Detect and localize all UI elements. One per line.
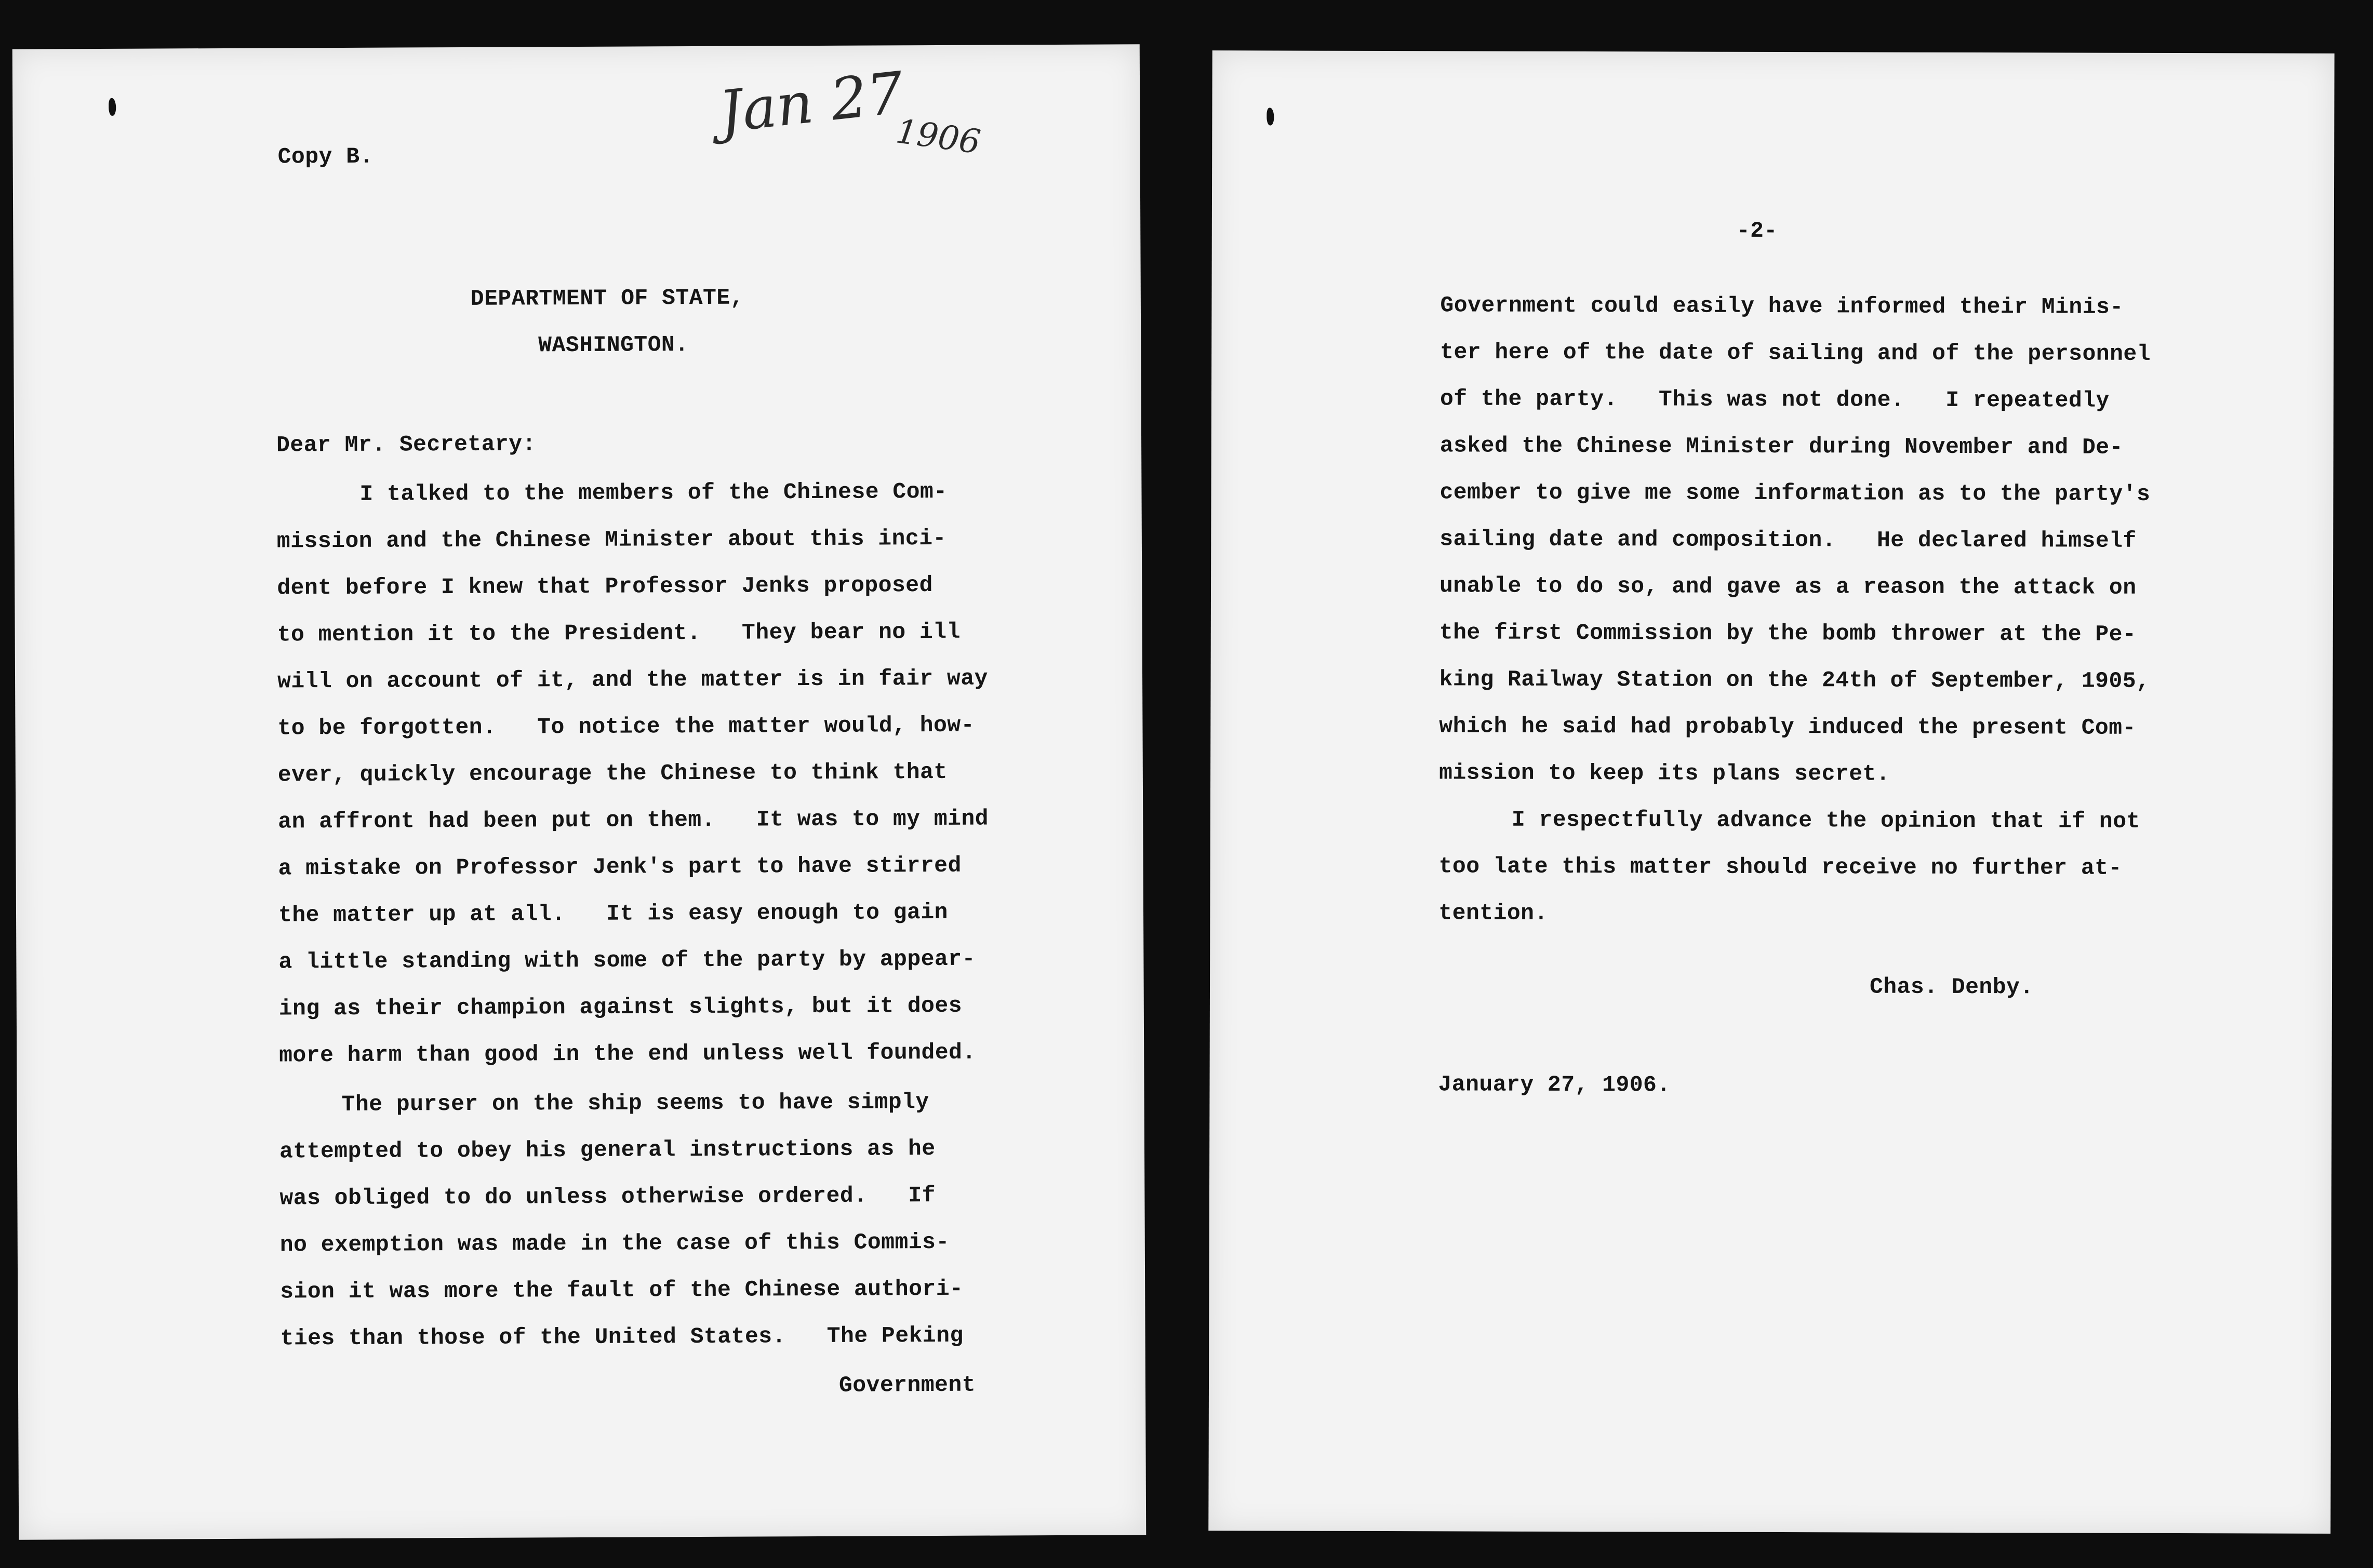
body-line: ever, quickly encourage the Chinese to think that	[277, 759, 948, 788]
body-line: mission to keep its plans secret.	[1439, 760, 1890, 787]
copy-label: Copy B.	[277, 143, 374, 170]
body-line: sion it was more the fault of the Chinese authori-	[280, 1276, 964, 1305]
body-line: will on account of it, and the matter is in fair way	[277, 665, 988, 694]
body-line: more harm than good in the end unless well founded.	[279, 1039, 976, 1068]
letterhead-city: WASHINGTON.	[538, 332, 689, 358]
body-line: unable to do so, and gave as a reason the attack on	[1439, 573, 2137, 600]
body-line: of the party. This was not done. I repeatedly	[1439, 386, 2110, 413]
body-line: sailing date and composition. He declared himself	[1439, 526, 2137, 554]
body-line: asked the Chinese Minister during November and De-	[1439, 433, 2124, 460]
body-line: the matter up at all. It is easy enough to gain	[278, 899, 949, 928]
body-line: to mention it to the President. They bear no ill	[277, 619, 961, 648]
body-line: king Railway Station on the 24th of September, 1905,	[1439, 666, 2150, 694]
body-line: ing as their champion against slights, but it does	[278, 993, 963, 1022]
body-line: which he said had probably induced the present Com-	[1439, 713, 2136, 741]
body-line: a mistake on Professor Jenk's part to have stirred	[278, 852, 962, 881]
handwritten-year: 1906	[894, 112, 983, 162]
catchword: Government	[838, 1372, 976, 1398]
signature: Chas. Denby.	[1869, 974, 2034, 1000]
letter-page-2	[1208, 50, 2334, 1534]
letterhead-department: DEPARTMENT OF STATE,	[470, 285, 744, 312]
body-line: was obliged to do unless otherwise ordered. If	[279, 1183, 936, 1211]
body-line: cember to give me some information as to the party's	[1439, 479, 2151, 507]
punch-mark	[109, 98, 116, 116]
body-line: attempted to obey his general instructions as he	[279, 1136, 936, 1164]
body-line: ties than those of the United States. The Peking	[280, 1322, 964, 1351]
body-line: a little standing with some of the party by appear-	[278, 946, 976, 975]
body-line: no exemption was made in the case of this Commis-	[279, 1229, 950, 1258]
salutation: Dear Mr. Secretary:	[276, 431, 536, 458]
body-line: too late this matter should receive no further at-	[1438, 853, 2122, 881]
body-line: an affront had been put on them. It was to my mind	[278, 806, 989, 835]
body-line: to be forgotten. To notice the matter would, how-	[277, 712, 975, 741]
body-line: I talked to the members of the Chinese Com-	[359, 478, 948, 507]
handwritten-date: Jan 27	[716, 59, 907, 146]
body-line: The purser on the ship seems to have simply	[341, 1089, 929, 1118]
body-line: tention.	[1438, 900, 1548, 926]
letter-page-1	[12, 44, 1146, 1539]
letter-date: January 27, 1906.	[1438, 1071, 1671, 1098]
body-line: dent before I knew that Professor Jenks proposed	[277, 572, 933, 601]
body-line: Government could easily have informed their Minis-	[1440, 292, 2124, 320]
body-line: ter here of the date of sailing and of the personnel	[1440, 339, 2151, 367]
page-number: -2-	[1736, 218, 1778, 244]
body-line: the first Commission by the bomb thrower at the Pe-	[1439, 620, 2137, 647]
punch-mark	[1267, 108, 1274, 125]
body-line: mission and the Chinese Minister about this inci-	[276, 525, 946, 554]
body-line: I respectfully advance the opinion that if not	[1511, 807, 2140, 834]
